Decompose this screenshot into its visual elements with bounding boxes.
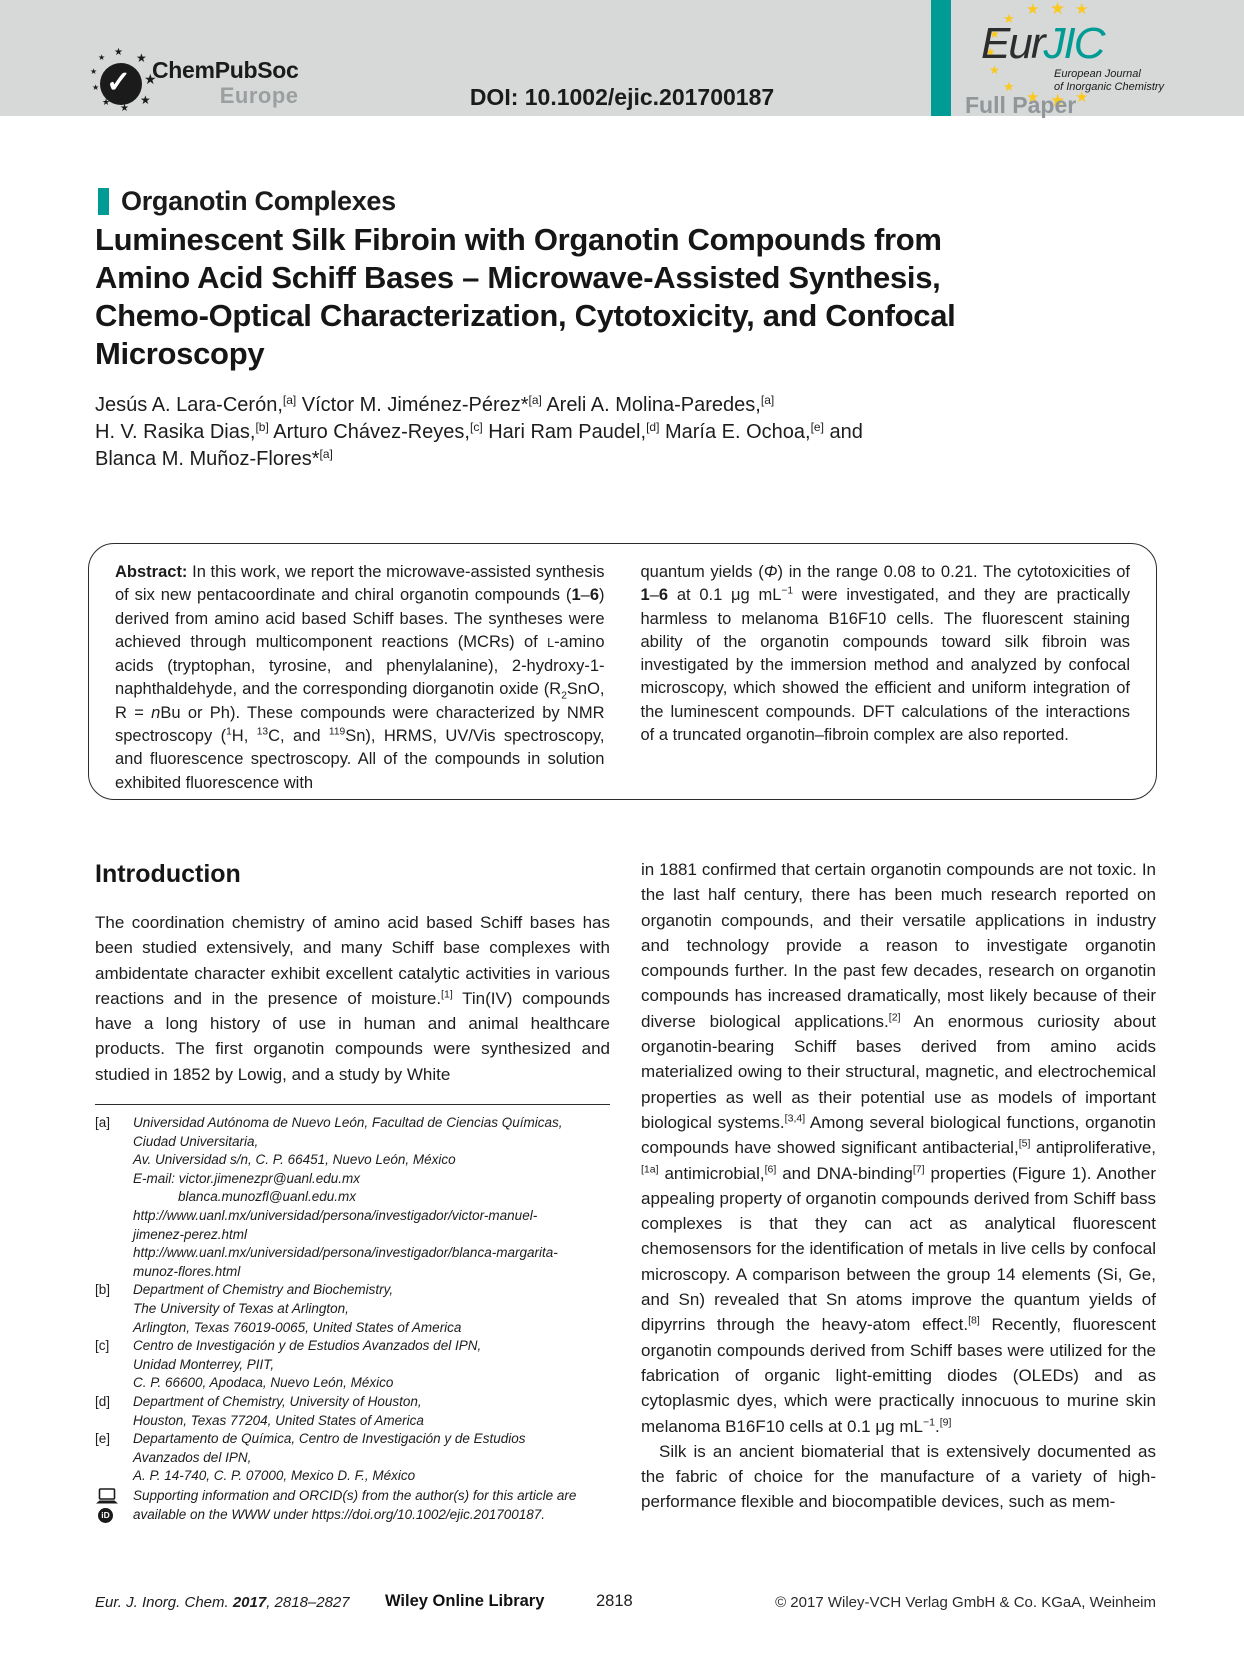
section-label: Organotin Complexes: [121, 186, 396, 216]
eurjic-logo: [955, 6, 1225, 116]
right-column: [641, 857, 1156, 1515]
footnote-marker: [d]: [95, 1393, 111, 1409]
page-number: 2818: [596, 1592, 633, 1610]
footnote-item: [95, 1393, 610, 1430]
footnote-item: [95, 1337, 610, 1393]
orcid-icon: [98, 1508, 113, 1523]
footer-citation: Eur. J. Inorg. Chem. 2017, 2818–2827: [95, 1594, 350, 1611]
society-region: Europe: [219, 83, 299, 108]
footnote-lines: Centro de Investigación y de Estudios Avanzados del IPN, Unidad Monterrey, PIIT, C. P. 66600, Apodaca, Nuevo León, México: [133, 1338, 482, 1391]
star-icon: [1050, 0, 1065, 17]
abstract-column-1: Abstract: In this work, we report the microwave-assisted synthesis of six new pentacoordinate and chiral organotin compounds (1–6) derived from amino acid based Schiff bases. The syntheses were achieved through multicomponent reactions (MCRs) of L-amino acids (tryptophan, tyrosine, and phenylalanine), 2-hydroxy-1-naphthaldehyde, and the corresponding diorganotin oxide ($R_2SnO$, R = nBu or Ph). These compounds were characterized by NMR spectroscopy ($^1$H, $^{13}$C, and $^{119}$Sn), HRMS, UV/Vis spectroscopy, and fluorescence spectroscopy. All of the compounds in solution exhibited fluorescence with: [115, 563, 605, 792]
star-icon: [136, 52, 147, 64]
footnote-item: [95, 1114, 610, 1281]
star-icon: [98, 54, 105, 62]
journal-subtitle: European Journal of Inorganic Chemistry: [1054, 68, 1165, 93]
doi-text: DOI: 10.1002/ejic.201700187: [469, 84, 775, 110]
footnote-lines: Department of Chemistry, University of Houston, Houston, Texas 77204, United States of America: [133, 1393, 424, 1428]
article-title: Luminescent Silk Fibroin with Organotin Compounds from Amino Acid Schiff Bases – Microwave-Assisted Synthesis, Chemo-Optical Characterization, Cytotoxicity, and Confocal Microscopy: [95, 222, 956, 371]
footnote-marker: [e]: [95, 1431, 111, 1447]
footnote-lines: Department of Chemistry and Biochemistry, The University of Texas at Arlington, Arlington, Texas 76019-0065, United States of America: [133, 1282, 462, 1335]
star-icon: [1075, 2, 1088, 17]
footnote-item: [95, 1430, 610, 1486]
star-icon: [90, 68, 97, 76]
silk-paragraph: Silk is an ancient biomaterial that is extensively documented as the fabric of choice for the manufacture of a variety of high-performance flexible and biocompatible devices, such as mem-: [641, 1441, 1156, 1512]
star-icon: [114, 48, 123, 58]
eurjic-wordmark: EurJIC: [981, 19, 1104, 68]
left-column: [95, 860, 610, 1524]
footnote-marker: [b]: [95, 1282, 111, 1298]
section-label-row: [98, 186, 396, 217]
footnote-lines: Universidad Autónoma de Nuevo León, Facultad de Ciencias Químicas, Ciudad Universitaria, Av. Universidad s/n, C. P. 66451, Nuevo León, México E-mail: victor.jimenezpr@uanl.edu.mx blanca.munozfl@uanl.edu.mx http://www.uanl.mx/universidad/persona/investigador/victor-manuel- jimenez-perez.html http://www.uanl.mx/universidad/persona/investigador/blanca-margarita- munoz-flores.html: [133, 1115, 563, 1279]
footnote-lines: Departamento de Química, Centro de Investigación y de Estudios Avanzados del IPN, A. P. 14-740, C. P. 07000, Mexico D. F., México: [133, 1431, 526, 1484]
author-line: Blanca M. Muñoz-Flores*[a]: [95, 447, 333, 470]
computer-icon: [95, 1488, 119, 1505]
footnote-marker: [c]: [95, 1338, 110, 1354]
footnote-marker: [a]: [95, 1115, 111, 1131]
supporting-info: [95, 1487, 610, 1524]
footnote-item: [95, 1281, 610, 1337]
footnotes: [95, 1114, 610, 1524]
supporting-info-text: Supporting information and ORCID(s) from the author(s) for this article are available on the WWW under https://doi.org/10.1002/ejic.201700187.: [133, 1487, 577, 1522]
abstract-column-2: quantum yields (Φ) in the range 0.08 to 0.21. The cytotoxicities of 1–6 at 0.1 μg $mL^{-1}$ were investigated, and they are practically harmless to melanoma B16F10 cells. The fluorescent staining ability of the organotin compounds toward silk fibroin was investigated by the immersion method and analyzed by confocal microscopy, which showed the efficient and uniform integration of the luminescent compounds. DFT calculations of the interactions of a truncated organotin–fibroin complex are also reported.: [640, 563, 1131, 745]
footnote-divider: [95, 1104, 610, 1105]
section-label-marker: [98, 188, 109, 215]
author-list: [95, 392, 1115, 473]
author-line: Jesús A. Lara-Cerón,[a] Víctor M. Jiménez-Pérez*[a] Areli A. Molina-Paredes,[a]: [95, 393, 775, 416]
intro-paragraph-right: in 1881 confirmed that certain organotin compounds are not toxic. In the last half century, there has been much research reported on organotin compounds, and their versatile applications in industry and technology provide a reason to investigate organotin compounds further. In the past few decades, research on organotin compounds has increased dramatically, most likely because of their diverse biological applications.[2] An enormous curiosity about organotin-bearing Schiff bases derived from amino acids materialized owing to their structural, magnetic, and electrochemical properties as well as their potential use as models of important biological systems.[3,4] Among several biological functions, organotin compounds have showed significant antibacterial,[5] antiproliferative,[1a] antimicrobial,[6] and DNA-binding[7] properties (Figure 1). Another appealing property of organotin compounds derived from Schiff bass complexes is that they can act as analytical fluorescent chemosensors for the identification of metals in live cells by confocal microscopy. A comparison between the group 14 elements (Si, Ge, and Sn) revealed that Sn atoms improve the quantum yields of dipyrrins through the heavy-atom effect.[8] Recently, fluorescent organotin compounds derived from Schiff bases were utilized for the fabrication of organic light-emitting diodes (OLEDs) and as cytoplasmic dyes, which were practically innocuous to murine skin melanoma B16F10 cells at 0.1 μg $mL^{-1}.[9]$: [641, 860, 1157, 1436]
article-type-label: Full Paper: [965, 92, 1077, 118]
abstract-box: [88, 543, 1157, 800]
wiley-online-library: Wiley Online Library: [385, 1592, 545, 1610]
supporting-info-icons: [95, 1487, 133, 1524]
journal-header: [0, 0, 1244, 116]
star-icon: [1026, 2, 1039, 17]
intro-paragraph-left: The coordination chemistry of amino acid based Schiff bases has been studied extensively, and many Schiff base complexes with ambidentate character exhibit excellent catalytic activities in various reactions and in the presence of moisture.[1] Tin(IV) compounds have a long history of use in human and animal healthcare products. The first organotin compounds were synthesized and studied in 1852 by Lowig, and a study by White: [95, 913, 610, 1084]
introduction-heading: Introduction: [95, 860, 241, 888]
author-line: H. V. Rasika Dias,[b] Arturo Chávez-Reyes,[c] Hari Ram Paudel,[d] María E. Ochoa,[e] and: [95, 420, 863, 443]
header-accent-bar: [931, 0, 951, 116]
society-name: ChemPubSoc: [152, 57, 299, 83]
copyright: © 2017 Wiley-VCH Verlag GmbH & Co. KGaA, Weinheim: [775, 1594, 1156, 1611]
